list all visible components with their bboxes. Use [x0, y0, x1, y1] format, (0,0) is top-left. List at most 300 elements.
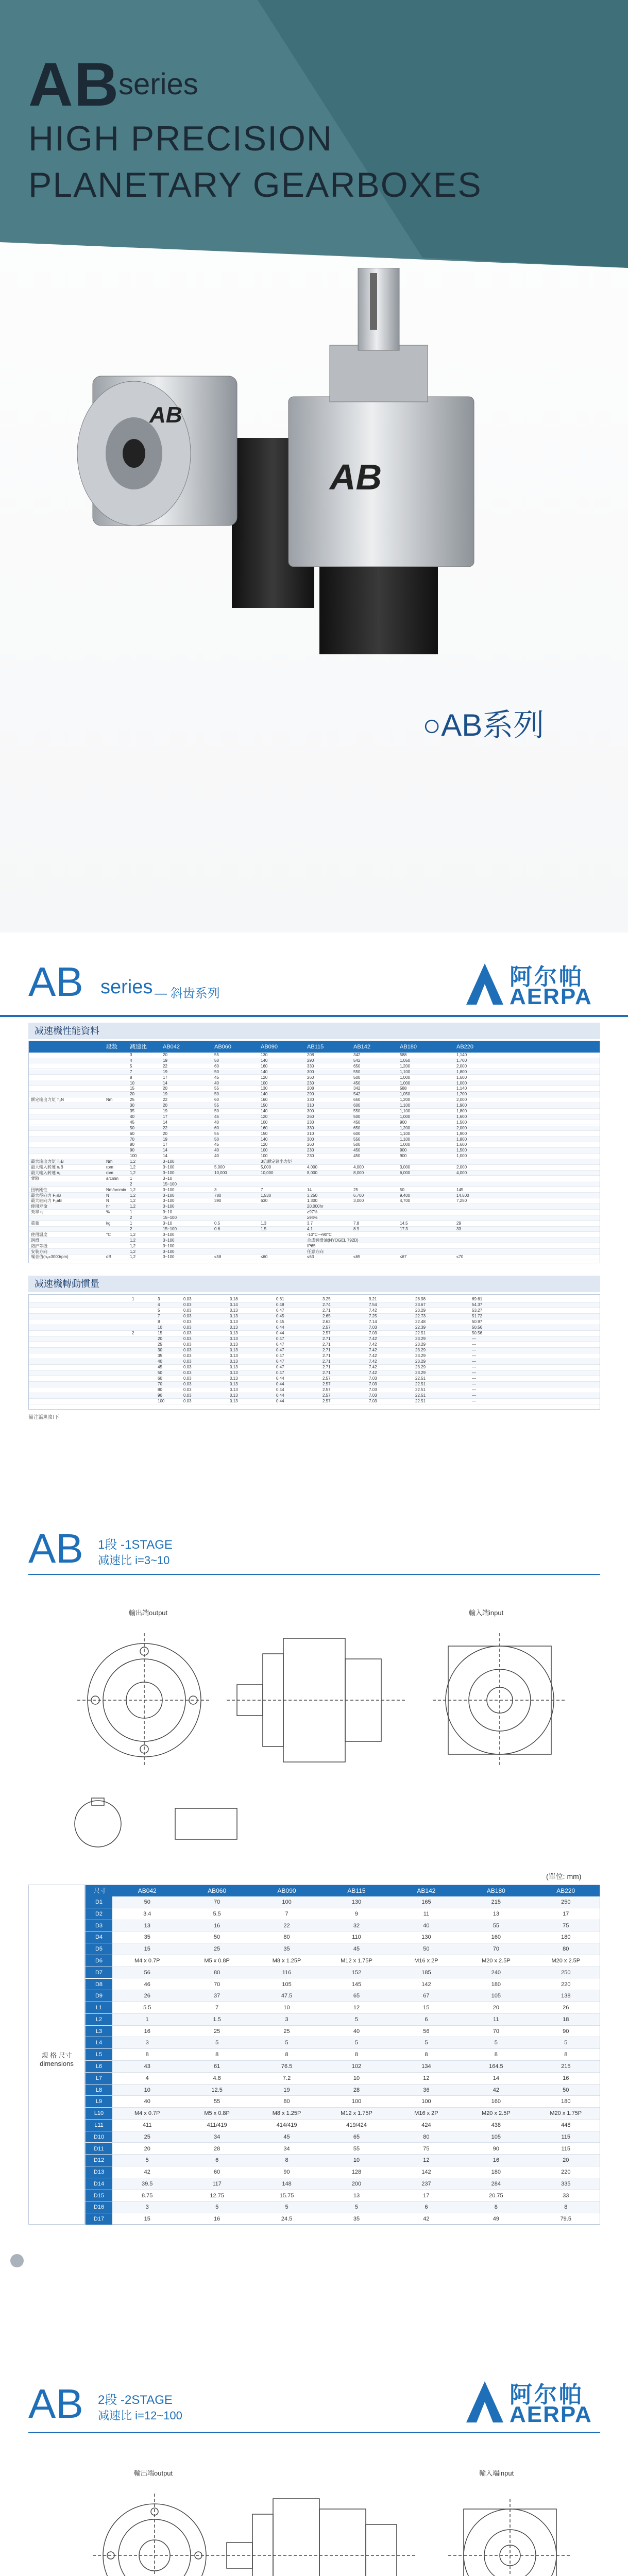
stage1-dimension-value: 70 [214, 1981, 220, 1988]
inertia-row [29, 1393, 600, 1399]
inertia-cell: 22.51 [415, 1393, 426, 1398]
stage1-header-cell: AB115 [347, 1887, 366, 1894]
stage1-dimension-value: 17 [563, 1910, 569, 1917]
performance-row [29, 1176, 600, 1182]
inertia-cell: 0.13 [230, 1387, 238, 1392]
stage1-dimension-row [86, 1943, 600, 1955]
performance-cell: 310 [307, 1131, 314, 1136]
performance-cell: 1,000 [400, 1114, 411, 1119]
stage1-dimension-value: 75 [563, 1922, 569, 1929]
stage1-dimension-value: M12 x 1.75P [341, 2110, 372, 2117]
performance-cell: 3~100 [163, 1170, 175, 1175]
performance-row [29, 1064, 600, 1070]
stage1-dimension-value: 115 [561, 2145, 571, 2152]
performance-cell: 3~100 [163, 1204, 175, 1209]
performance-cell: 130 [261, 1086, 268, 1091]
inertia-cell: 7.42 [369, 1348, 377, 1352]
stage1-dimension-value: 8 [425, 2052, 428, 2058]
performance-cell: 1,900 [456, 1103, 467, 1108]
inertia-cell: — [472, 1359, 476, 1364]
stage1-dimension-value: 16 [563, 2075, 569, 2081]
inertia-cell: 7.03 [369, 1399, 377, 1403]
stage1-dimension-value: 13 [144, 1922, 150, 1929]
stage1-dimension-key: D1 [86, 1896, 112, 1908]
performance-cell: 1,800 [456, 1069, 467, 1074]
performance-cell: 1,200 [400, 1097, 411, 1103]
stage1-dimension-value: 12.5 [211, 2087, 223, 2093]
inertia-cell: 0.47 [276, 1348, 284, 1352]
inertia-cell: 0.13 [230, 1342, 238, 1347]
inertia-cell: 23.29 [415, 1359, 426, 1364]
inertia-cell: 0.47 [276, 1342, 284, 1347]
stage1-dimension-value: 55 [353, 2145, 360, 2152]
inertia-cell: 0.13 [230, 1348, 238, 1352]
performance-cell: 50 [214, 1092, 219, 1097]
inertia-cell: 7.03 [369, 1382, 377, 1386]
inertia-cell: 0.13 [230, 1353, 238, 1358]
inertia-cell: — [472, 1336, 476, 1341]
inertia-cell: 0.03 [183, 1353, 192, 1358]
performance-cell: 1,2 [130, 1249, 136, 1254]
performance-cell: 1,2 [130, 1165, 136, 1170]
stage1-dimension-value: 4 [145, 2075, 149, 2081]
stage1-dimension-value: 250 [561, 1969, 571, 1976]
performance-cell: 60 [214, 1125, 219, 1130]
performance-row [29, 1148, 600, 1154]
performance-cell: 1,2 [130, 1193, 136, 1198]
stage1-dimension-value: 115 [561, 2133, 571, 2140]
stage1-dimension-value: 11 [423, 1910, 430, 1917]
inertia-cell: 100 [158, 1399, 165, 1403]
performance-cell: 310 [307, 1103, 314, 1108]
aerpa-logo-icon [466, 2381, 503, 2422]
stage1-dimension-row [86, 2178, 600, 2190]
inertia-cell: 50.97 [472, 1319, 483, 1324]
performance-cell: ≤65 [353, 1255, 361, 1260]
performance-cell: 3~10 [163, 1210, 173, 1215]
stage1-dimension-value: 116 [282, 1969, 292, 1976]
inertia-row [29, 1331, 600, 1336]
inertia-cell: 0.47 [276, 1308, 284, 1313]
stage1-dimension-value: M20 x 1.75P [550, 2110, 582, 2117]
performance-cell: 600 [353, 1103, 361, 1108]
stage1-dimension-value: 117 [212, 2180, 222, 2187]
stage1-dimension-value: 34 [214, 2133, 220, 2140]
stage1-dimension-key: D11 [86, 2143, 112, 2155]
stage1-dimension-key: D9 [86, 1990, 112, 2002]
performance-cell: 7,250 [456, 1198, 467, 1204]
inertia-cell: 0.03 [183, 1342, 192, 1347]
performance-cell: 330 [307, 1097, 314, 1103]
stage1-dimension-value: 80 [214, 1969, 220, 1976]
stage1-dimension-value: 100 [282, 1899, 292, 1905]
performance-cell: 100 [261, 1154, 268, 1159]
performance-cell: 14 [163, 1120, 167, 1125]
performance-table-title: 减速機性能資料 [28, 1023, 600, 1039]
performance-cell: ≤58 [214, 1255, 222, 1260]
performance-cell: 3.7 [307, 1221, 313, 1226]
performance-cell: 588 [400, 1086, 407, 1091]
performance-cell: 30 [130, 1103, 134, 1108]
stage1-dimension-value: 12 [423, 2075, 430, 2081]
performance-row [29, 1097, 600, 1103]
performance-cell: 3~100 [163, 1165, 175, 1170]
performance-row [29, 1232, 600, 1238]
stage1-dimension-value: 80 [283, 2098, 290, 2105]
stage1-dimension-key: D13 [86, 2166, 112, 2178]
inertia-cell: 0.44 [276, 1331, 284, 1335]
performance-cell: 542 [353, 1092, 361, 1097]
performance-cell: 1,500 [456, 1120, 467, 1125]
performance-cell: dB [106, 1255, 111, 1260]
inertia-cell: 0.18 [230, 1297, 238, 1301]
performance-cell: 33 [456, 1226, 461, 1231]
performance-cell: 1,900 [456, 1131, 467, 1136]
performance-row [29, 1221, 600, 1227]
stage1-dimension-value: 75 [423, 2145, 430, 2152]
performance-cell: 8,000 [353, 1170, 364, 1175]
inertia-cell: 7 [158, 1314, 160, 1318]
performance-cell: 8 [130, 1075, 132, 1080]
performance-cell: rpm [106, 1165, 113, 1170]
performance-cell: 900 [400, 1154, 407, 1159]
performance-cell: 4,700 [400, 1198, 411, 1204]
performance-cell: 100 [261, 1120, 268, 1125]
performance-row [29, 1070, 600, 1075]
performance-header-cell: 段数 [106, 1044, 117, 1050]
stage1-dimension-key: D2 [86, 1908, 112, 1920]
stage1-dimension-row [86, 2037, 600, 2049]
performance-cell: 40 [214, 1080, 219, 1086]
stage1-dimension-value: M20 x 2.5P [551, 1957, 581, 1964]
inertia-cell: 0.13 [230, 1331, 238, 1335]
performance-cell: 330 [307, 1063, 314, 1069]
performance-cell: 1,300 [307, 1198, 318, 1204]
performance-cell: 3~100 [163, 1232, 175, 1237]
performance-cell: 噪音值(n₁=3000rpm) [31, 1255, 69, 1260]
stage1-dimension-value: 240 [491, 1969, 501, 1976]
stage1-dimension-value: 5.5 [213, 1910, 221, 1917]
performance-cell: 最大轴向力 F₂aB [31, 1198, 62, 1204]
section-subtitle-cn: — 斜齿系列 [155, 987, 220, 1001]
performance-cell: 120 [261, 1142, 268, 1147]
performance-header-cell: AB142 [353, 1044, 371, 1050]
performance-cell: 17.3 [400, 1226, 408, 1231]
inertia-cell: 0.13 [230, 1365, 238, 1369]
stage1-caption-input: 輸入端input [469, 1609, 504, 1617]
stage1-dimension-value: 8 [145, 2052, 149, 2058]
stage1-dimension-row [86, 2155, 600, 2166]
stage1-dimension-value: 8 [285, 2157, 288, 2164]
gear-logo-front: AB [330, 457, 382, 497]
performance-cell: 20,000hr [307, 1204, 324, 1209]
performance-cell: 1,000 [456, 1080, 467, 1086]
stage1-dimension-value: 5 [215, 2204, 219, 2211]
inertia-cell: 60 [158, 1376, 162, 1381]
performance-cell: 300 [307, 1137, 314, 1142]
performance-cell: 3倍额定输出力矩 [261, 1159, 292, 1164]
inertia-cell: 2.71 [323, 1342, 331, 1347]
stage1-dimension-value: 76.5 [281, 2063, 293, 2070]
inertia-cell: 0.03 [183, 1336, 192, 1341]
stage1-dimension-value: M20 x 2.5P [482, 1957, 511, 1964]
stage1-dimension-value: 3 [285, 2016, 288, 2023]
inertia-cell: 7.42 [369, 1336, 377, 1341]
performance-cell: 1,2 [130, 1255, 136, 1260]
performance-cell: 90 [130, 1148, 134, 1153]
inertia-cell: — [472, 1348, 476, 1352]
inertia-row [29, 1376, 600, 1382]
performance-cell: 1,2 [130, 1232, 136, 1237]
inertia-cell: 0.13 [230, 1336, 238, 1341]
performance-cell: 50 [214, 1109, 219, 1113]
performance-cell: 50 [400, 1187, 404, 1192]
performance-cell: 安装方向 [31, 1249, 47, 1254]
performance-cell: 160 [261, 1125, 268, 1130]
stage1-dimension-value: 3.4 [143, 1910, 151, 1917]
inertia-cell: 0.03 [183, 1359, 192, 1364]
inertia-cell: 0.13 [230, 1399, 238, 1403]
performance-cell: 使用寿命 [31, 1204, 47, 1209]
inertia-cell: 23.29 [415, 1365, 426, 1369]
performance-cell: 15 [130, 1086, 134, 1091]
performance-row [29, 1159, 600, 1165]
stage1-dimension-value: 50 [423, 1946, 430, 1953]
inertia-cell: 23.29 [415, 1348, 426, 1352]
stage1-dimension-row [86, 2073, 600, 2084]
performance-cell: 600 [353, 1131, 361, 1136]
performance-cell: 55 [214, 1086, 219, 1091]
stage1-dimension-value: 6 [425, 2016, 428, 2023]
performance-row [29, 1165, 600, 1171]
stage1-dimension-value: 56 [423, 2028, 430, 2035]
inertia-cell: 50.56 [472, 1325, 483, 1330]
performance-row [29, 1227, 600, 1232]
performance-cell: 260 [307, 1114, 314, 1119]
performance-cell: 1,100 [400, 1103, 411, 1108]
inertia-cell: 0.44 [276, 1325, 284, 1330]
stage1-dimension-row [86, 2143, 600, 2155]
performance-cell: 防护等级 [31, 1243, 47, 1248]
inertia-cell: 0.03 [183, 1308, 192, 1313]
inertia-cell: 3 [158, 1297, 160, 1301]
performance-table-header [29, 1041, 600, 1053]
inertia-cell: 2.65 [323, 1314, 331, 1318]
inertia-cell: 23.29 [415, 1336, 426, 1341]
inertia-cell: 0.13 [230, 1382, 238, 1386]
inertia-cell: 7.25 [369, 1314, 377, 1318]
performance-cell: 650 [353, 1097, 361, 1103]
inertia-cell: 0.03 [183, 1393, 192, 1398]
stage1-dimension-value: 90 [563, 2028, 569, 2035]
performance-table [28, 1041, 600, 1263]
performance-cell: 260 [307, 1075, 314, 1080]
inertia-row [29, 1399, 600, 1404]
stage1-dimension-value: 20.75 [489, 2192, 503, 2199]
inertia-cell: 40 [158, 1359, 162, 1364]
stage1-dimension-key: D15 [86, 2190, 112, 2201]
performance-cell: 0.5 [214, 1221, 220, 1226]
stage1-dimension-value: 160 [491, 1934, 501, 1941]
performance-header-cell: AB060 [214, 1044, 232, 1050]
brand-title: AB [28, 50, 120, 119]
performance-row [29, 1137, 600, 1143]
inertia-cell: 0.13 [230, 1359, 238, 1364]
stage1-dimension-value: 7 [215, 2005, 219, 2011]
logo-en: AERPA [510, 984, 592, 1009]
stage1-dimension-row [86, 2166, 600, 2178]
stage1-dimension-value: 1.5 [213, 2016, 221, 2023]
stage1-dimension-key: L8 [86, 2084, 112, 2096]
stage1-dimension-value: 13 [353, 2192, 360, 2199]
logo-en: AERPA [510, 2402, 592, 2427]
stage1-dimension-value: 105 [491, 1993, 501, 1999]
stage1-dimension-value: 185 [421, 1969, 431, 1976]
inertia-cell: 22.51 [415, 1382, 426, 1386]
stage1-dimension-value: M8 x 1.25P [272, 1957, 301, 1964]
stage2-ab: AB [28, 2381, 83, 2427]
inertia-cell: 0.47 [276, 1353, 284, 1358]
performance-cell: 1,700 [456, 1092, 467, 1097]
stage1-dimension-value: 40 [353, 2028, 360, 2035]
performance-cell: 780 [214, 1193, 222, 1198]
performance-cell: 208 [307, 1053, 314, 1057]
performance-header-cell: AB090 [261, 1044, 278, 1050]
stage2-title: 2段 -2STAGE [98, 2393, 173, 2407]
stage1-dimension-value: 250 [561, 1899, 571, 1905]
performance-cell: 145 [456, 1187, 464, 1192]
performance-row [29, 1154, 600, 1159]
inertia-cell: — [472, 1342, 476, 1347]
performance-cell: 任意方向 [307, 1249, 324, 1254]
stage1-dimension-value: 4.8 [213, 2075, 221, 2081]
stage1-dimension-value: 8 [494, 2052, 498, 2058]
inertia-cell: 0.44 [276, 1387, 284, 1392]
performance-cell: % [106, 1210, 110, 1215]
stage1-dimension-value: M16 x 2P [414, 1957, 438, 1964]
inertia-cell: 51.72 [472, 1314, 483, 1318]
stage1-dimension-value: 20 [144, 2145, 150, 2152]
stage1-dimension-row [86, 2014, 600, 2026]
performance-row [29, 1120, 600, 1126]
performance-cell: 14.5 [400, 1221, 408, 1226]
stage1-dimension-value: 33 [563, 2192, 569, 2199]
performance-cell: 542 [353, 1058, 361, 1063]
performance-cell: 45 [214, 1114, 219, 1119]
hero-banner [0, 0, 628, 933]
stage1-dimension-value: 35 [283, 1946, 290, 1953]
performance-cell: arcmin [106, 1176, 119, 1181]
performance-cell: 1,000 [456, 1154, 467, 1159]
inertia-cell: 22.51 [415, 1399, 426, 1403]
performance-cell: 450 [353, 1148, 361, 1153]
series-label: ○AB系列 [422, 708, 545, 742]
performance-cell: 0.6 [214, 1226, 220, 1231]
stage1-dimension-key: D10 [86, 2131, 112, 2143]
performance-cell: 6,000 [400, 1170, 411, 1175]
performance-cell: 19 [163, 1058, 167, 1063]
stage1-dimension-row [86, 1920, 600, 1932]
performance-row [29, 1053, 600, 1058]
stage1-dimension-value: 90 [493, 2145, 499, 2152]
inertia-cell: 53.27 [472, 1308, 483, 1313]
performance-cell: 230 [307, 1148, 314, 1153]
inertia-cell: 7.42 [369, 1342, 377, 1347]
performance-cell: 29 [456, 1221, 461, 1226]
performance-cell: ≤60 [261, 1255, 268, 1260]
stage1-side-label: 規 格 尺寸 dimensions [28, 1885, 85, 2225]
performance-cell: 150 [261, 1103, 268, 1108]
performance-row [29, 1109, 600, 1114]
performance-cell: 17 [163, 1114, 167, 1119]
performance-cell: 35 [130, 1109, 134, 1113]
inertia-row [29, 1314, 600, 1319]
inertia-cell: 7.42 [369, 1370, 377, 1375]
inertia-cell: 9.21 [369, 1297, 377, 1301]
inertia-cell: 22.73 [415, 1314, 426, 1318]
stage1-dimension-value: 237 [421, 2180, 431, 2187]
inertia-cell: 0.03 [183, 1376, 192, 1381]
stage1-dimensions-table [85, 1885, 600, 2225]
stage1-dimension-value: 49 [493, 2216, 499, 2223]
stage1-dimension-value: 18 [563, 2016, 569, 2023]
performance-row [29, 1238, 600, 1244]
stage1-dimension-row [86, 2049, 600, 2061]
stage1-dimension-key: L4 [86, 2037, 112, 2048]
stage1-dimension-key: D6 [86, 1955, 112, 1967]
stage1-dimension-value: 438 [491, 2122, 501, 2128]
stage1-dimension-value: M5 x 0.8P [204, 1957, 230, 1964]
performance-cell: 290 [307, 1092, 314, 1097]
stage1-dimension-key: D4 [86, 1931, 112, 1943]
performance-cell: 合成润滑油(NYOGEL 792D) [307, 1238, 359, 1243]
inertia-cell: 15 [158, 1331, 162, 1335]
performance-row [29, 1142, 600, 1148]
performance-row [29, 1114, 600, 1120]
inertia-cell: 7.14 [369, 1319, 377, 1324]
performance-cell: 230 [307, 1154, 314, 1159]
inertia-cell: — [472, 1370, 476, 1375]
inertia-cell: 23.67 [415, 1302, 426, 1307]
stage1-dimension-value: 3 [145, 2040, 149, 2046]
inertia-row [29, 1336, 600, 1342]
performance-cell: 1,2 [130, 1204, 136, 1209]
performance-cell: 25 [353, 1187, 358, 1192]
stage1-dimension-value: 424 [421, 2122, 431, 2128]
performance-cell: 1,000 [400, 1142, 411, 1147]
stage2-technical-drawing [57, 2483, 592, 2576]
stage1-dimension-value: 148 [282, 2180, 292, 2187]
performance-cell: 330 [307, 1125, 314, 1130]
inertia-cell: 0.03 [183, 1314, 192, 1318]
stage1-header-cell: AB042 [138, 1887, 157, 1894]
stage1-dimension-value: 10 [353, 2075, 360, 2081]
performance-cell: 130 [261, 1053, 268, 1057]
performance-cell: ≤70 [456, 1255, 464, 1260]
stage1-dimension-value: 25 [283, 2028, 290, 2035]
inertia-cell: 0.13 [230, 1376, 238, 1381]
stage1-dimension-value: 5 [425, 2040, 428, 2046]
stage1-dimension-value: 50 [214, 1934, 220, 1941]
inertia-cell: 0.45 [276, 1314, 284, 1318]
inertia-table-title: 减速機轉動慣量 [28, 1276, 600, 1292]
performance-cell: 550 [353, 1137, 361, 1142]
logo-cn: 阿尔帕 [510, 2382, 584, 2408]
performance-cell: 150 [261, 1131, 268, 1136]
performance-cell: kg [106, 1221, 111, 1226]
performance-cell: 3~100 [163, 1187, 175, 1192]
inertia-cell: 10 [158, 1325, 162, 1330]
